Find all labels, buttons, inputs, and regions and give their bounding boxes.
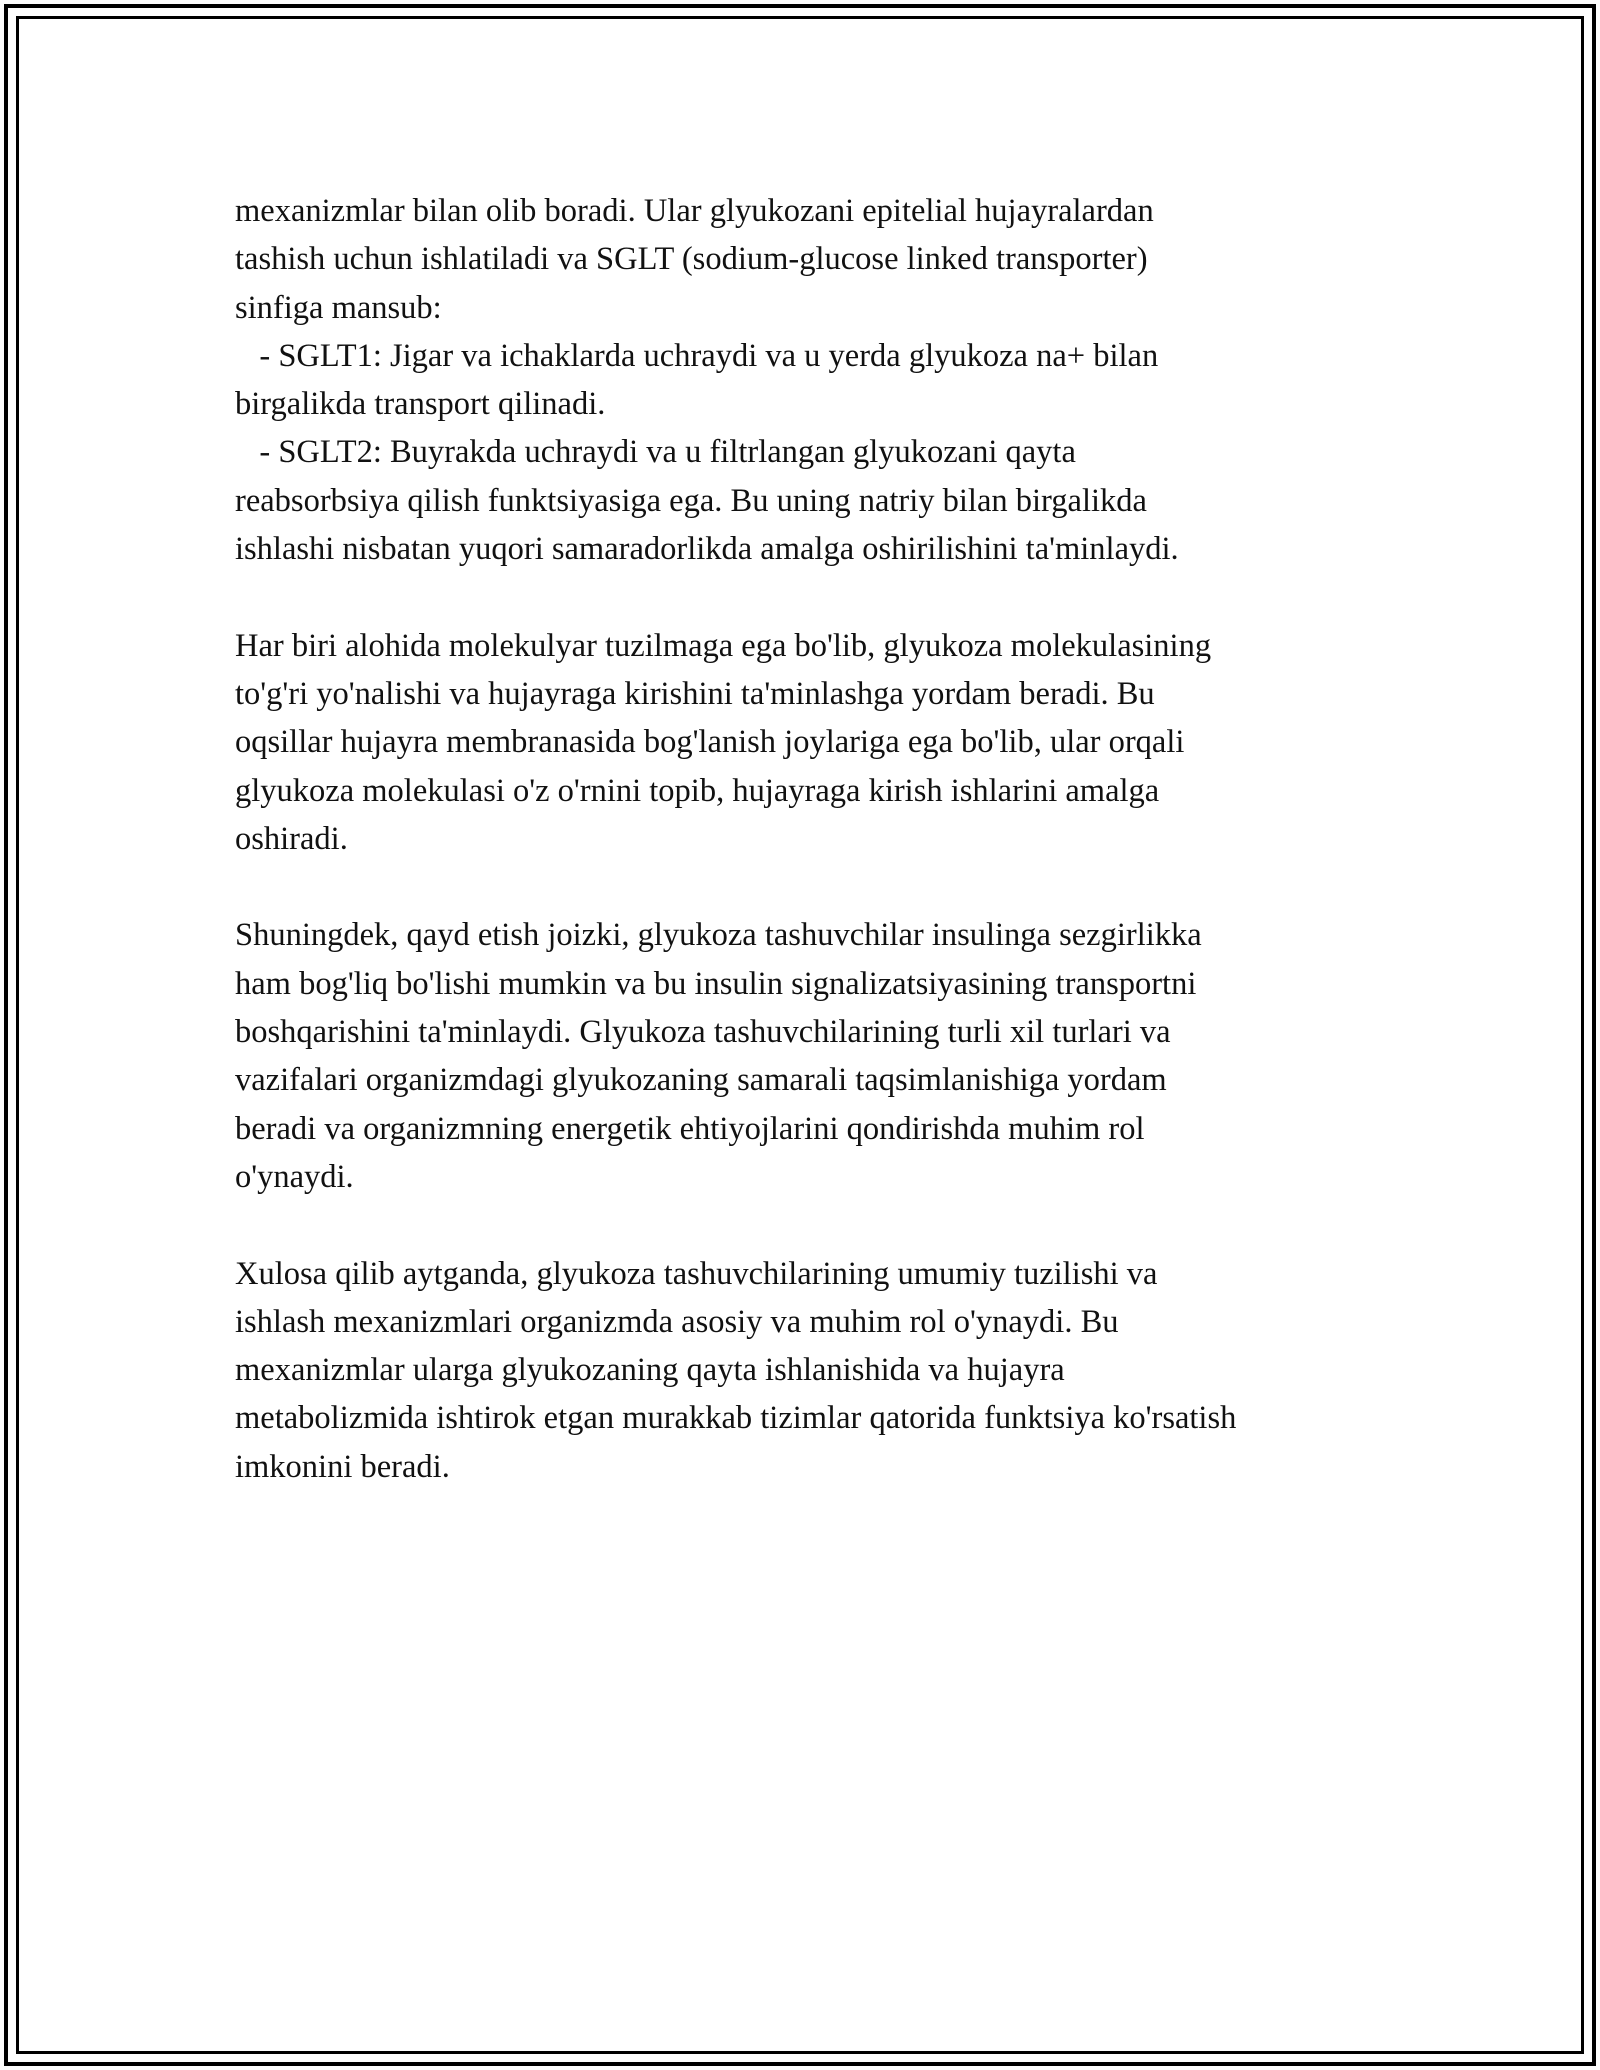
text-line: mexanizmlar bilan olib boradi. Ular glyukozani epitelial hujayralardan [235,193,1154,229]
text-line: glyukoza molekulasi o'z o'rnini topib, hujayraga kirish ishlarini amalga [235,772,1160,809]
text-line: oqsillar hujayra membranasida bog'lanish joylariga ega bo'lib, ular orqali [235,724,1185,761]
text-line: oshiradi. [235,820,348,857]
paragraph [235,911,1415,1201]
text-line: imkonini beradi. [235,1448,450,1485]
text-line: vazifalari organizmdagi glyukozaning samarali taqsimlanishiga yordam [235,1062,1167,1099]
text-line: ham bog'liq bo'lishi mumkin va bu insulin signalizatsiyasining transportni [235,965,1197,1002]
text-line: tashish uchun ishlatiladi va SGLT (sodium-glucose linked transporter) [235,241,1148,278]
text-line: Shuningdek, qayd etish joizki, glyukoza tashuvchilar insulinga sezgirlikka [235,917,1202,954]
paragraph [235,187,1415,573]
text-line: boshqarishini ta'minlaydi. Glyukoza tashuvchilarining turli xil turlari va [235,1014,1171,1051]
paragraph-gap [235,863,1415,911]
paragraph [235,1250,1415,1491]
list-item-sglt1: - SGLT1: Jigar va ichaklarda uchraydi va u yerda glyukoza na+ bilan [235,337,1159,374]
text-line: beradi va organizmning energetik ehtiyojlarini qondirishda muhim rol [235,1110,1145,1147]
paragraph-gap [235,1201,1415,1249]
text-line: Har biri alohida molekulyar tuzilmaga ega bo'lib, glyukoza molekulasining [235,627,1212,664]
text-line: ishlash mexanizmlari organizmda asosiy va muhim rol o'ynaydi. Bu [235,1303,1119,1340]
document-body [235,187,1415,1491]
text-line: sinfiga mansub: [235,289,442,326]
text-line: metabolizmida ishtirok etgan murakkab tizimlar qatorida funktsiya ko'rsatish [235,1400,1237,1437]
text-line: mexanizmlar ularga glyukozaning qayta ishlanishida va hujayra [235,1352,1065,1389]
paragraph [235,622,1415,863]
paragraph-gap [235,573,1415,621]
text-line: birgalikda transport qilinadi. [235,386,606,423]
text-line: o'ynaydi. [235,1158,354,1195]
text-line: Xulosa qilib aytganda, glyukoza tashuvchilarining umumiy tuzilishi va [235,1255,1158,1292]
text-line: to'g'ri yo'nalishi va hujayraga kirishini ta'minlashga yordam beradi. Bu [235,675,1155,712]
list-item-sglt2: - SGLT2: Buyrakda uchraydi va u filtrlangan glyukozani qayta [235,434,1076,471]
text-line: ishlashi nisbatan yuqori samaradorlikda amalga oshirilishini ta'minlaydi. [235,531,1179,568]
text-line: reabsorbsiya qilish funktsiyasiga ega. Bu uning natriy bilan birgalikda [235,482,1147,519]
